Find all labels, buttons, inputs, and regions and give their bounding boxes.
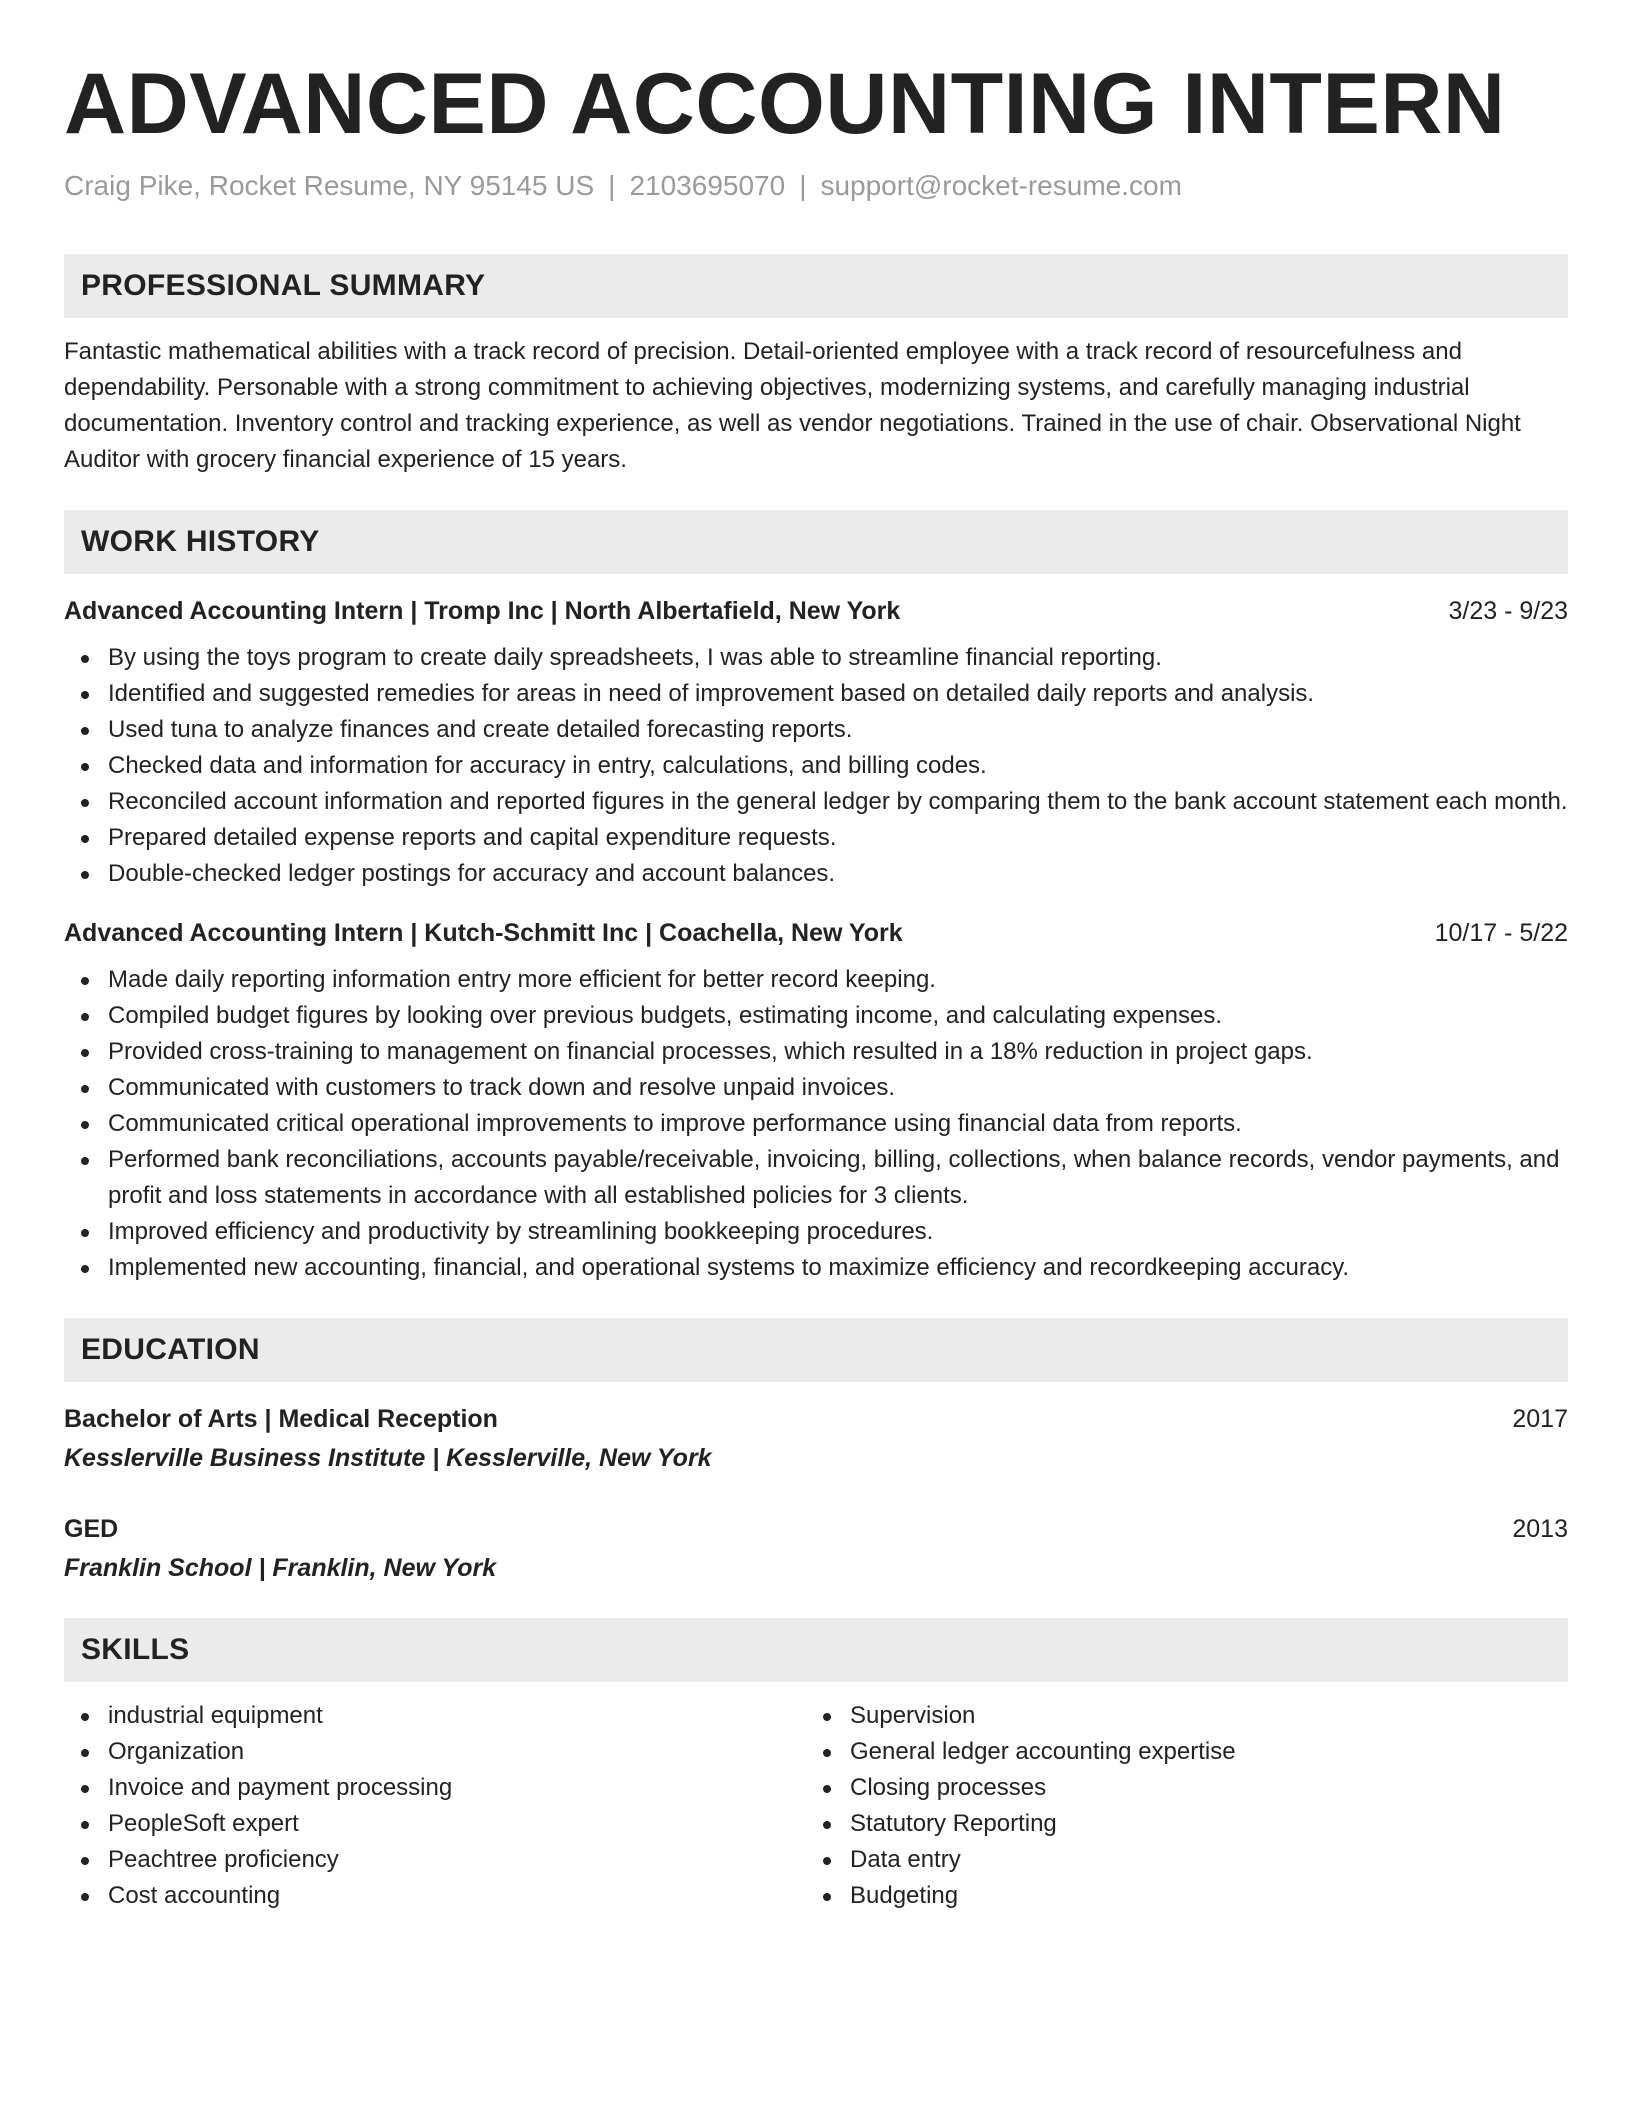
skill-item: Cost accounting (64, 1878, 806, 1914)
skills-list-right (806, 1698, 1548, 1914)
job-bullets (64, 962, 1568, 1286)
skill-item: Peachtree proficiency (64, 1842, 806, 1878)
list-item: Communicated with customers to track down and resolve unpaid invoices. (64, 1070, 1568, 1106)
job-header (64, 594, 1568, 628)
contact-phone[interactable]: 2103695070 (629, 170, 786, 201)
contact-line (64, 168, 1568, 204)
section-header-education: EDUCATION (64, 1318, 1568, 1382)
section-header-work-history: WORK HISTORY (64, 510, 1568, 574)
contact-separator: | (608, 170, 616, 201)
list-item: Identified and suggested remedies for areas in need of improvement based on detailed daily reports and analysis. (64, 676, 1568, 712)
education-degree: Bachelor of Arts | Medical Reception (64, 1405, 498, 1433)
skills-columns (64, 1698, 1568, 1914)
job-header (64, 916, 1568, 950)
education-year: 2013 (1512, 1515, 1568, 1543)
skill-item: Supervision (806, 1698, 1548, 1734)
education-entry (64, 1512, 1568, 1586)
list-item: Reconciled account information and reported figures in the general ledger by comparing them to the bank account statement each month. (64, 784, 1568, 820)
list-item: Compiled budget figures by looking over previous budgets, estimating income, and calculating expenses. (64, 998, 1568, 1034)
skill-item: Budgeting (806, 1878, 1548, 1914)
job-title: Advanced Accounting Intern | Tromp Inc | North Albertafield, New York (64, 597, 901, 625)
resume-page (64, 54, 1568, 1914)
section-header-skills: SKILLS (64, 1618, 1568, 1682)
education-degree: GED (64, 1515, 119, 1543)
contact-email[interactable]: support@rocket-resume.com (820, 170, 1182, 201)
skill-item: Statutory Reporting (806, 1806, 1548, 1842)
list-item: By using the toys program to create daily spreadsheets, I was able to streamline financial reporting. (64, 640, 1568, 676)
list-item: Used tuna to analyze finances and create detailed forecasting reports. (64, 712, 1568, 748)
summary-text: Fantastic mathematical abilities with a track record of precision. Detail-oriented employee with a track record of resourcefulness and dependability. Personable with a strong commitment to achieving objectives, modernizing systems, and carefully managing industrial documentation. Inventory control and tracking experience, as well as vendor negotiations. Trained in the use of chair. Observational Night Auditor with grocery financial experience of 15 years. (64, 338, 1521, 473)
contact-separator: | (799, 170, 807, 201)
education-header (64, 1512, 1568, 1546)
education-year: 2017 (1512, 1405, 1568, 1433)
job-entry (64, 594, 1568, 892)
job-dates: 10/17 - 5/22 (1434, 919, 1568, 947)
list-item: Provided cross-training to management on financial processes, which resulted in a 18% reduction in project gaps. (64, 1034, 1568, 1070)
education-school: Franklin School | Franklin, New York (64, 1554, 497, 1582)
list-item: Double-checked ledger postings for accuracy and account balances. (64, 856, 1568, 892)
skill-item: PeopleSoft expert (64, 1806, 806, 1842)
list-item: Prepared detailed expense reports and capital expenditure requests. (64, 820, 1568, 856)
list-item: Made daily reporting information entry more efficient for better record keeping. (64, 962, 1568, 998)
list-item: Improved efficiency and productivity by streamlining bookkeeping procedures. (64, 1214, 1568, 1250)
list-item: Checked data and information for accuracy in entry, calculations, and billing codes. (64, 748, 1568, 784)
list-item: Performed bank reconciliations, accounts payable/receivable, invoicing, billing, collections, when balance records, vendor payments, and profit and loss statements in accordance with all established policies for 3 clients. (64, 1142, 1568, 1214)
education-school: Kesslerville Business Institute | Kesslerville, New York (64, 1444, 712, 1472)
skills-list-left (64, 1698, 806, 1914)
job-dates: 3/23 - 9/23 (1448, 597, 1568, 625)
skill-item: Data entry (806, 1842, 1548, 1878)
section-header-summary: PROFESSIONAL SUMMARY (64, 254, 1568, 318)
list-item: Implemented new accounting, financial, and operational systems to maximize efficiency and recordkeeping accuracy. (64, 1250, 1568, 1286)
skill-item: Invoice and payment processing (64, 1770, 806, 1806)
contact-address: Craig Pike, Rocket Resume, NY 95145 US (64, 170, 595, 201)
job-entry (64, 916, 1568, 1286)
list-item: Communicated critical operational improvements to improve performance using financial data from reports. (64, 1106, 1568, 1142)
skill-item: industrial equipment (64, 1698, 806, 1734)
job-bullets (64, 640, 1568, 892)
skill-item: Organization (64, 1734, 806, 1770)
resume-title: ADVANCED ACCOUNTING INTERN (64, 56, 1506, 152)
education-header (64, 1402, 1568, 1436)
skill-item: Closing processes (806, 1770, 1548, 1806)
education-entry (64, 1402, 1568, 1476)
skill-item: General ledger accounting expertise (806, 1734, 1548, 1770)
job-title: Advanced Accounting Intern | Kutch-Schmitt Inc | Coachella, New York (64, 919, 903, 947)
